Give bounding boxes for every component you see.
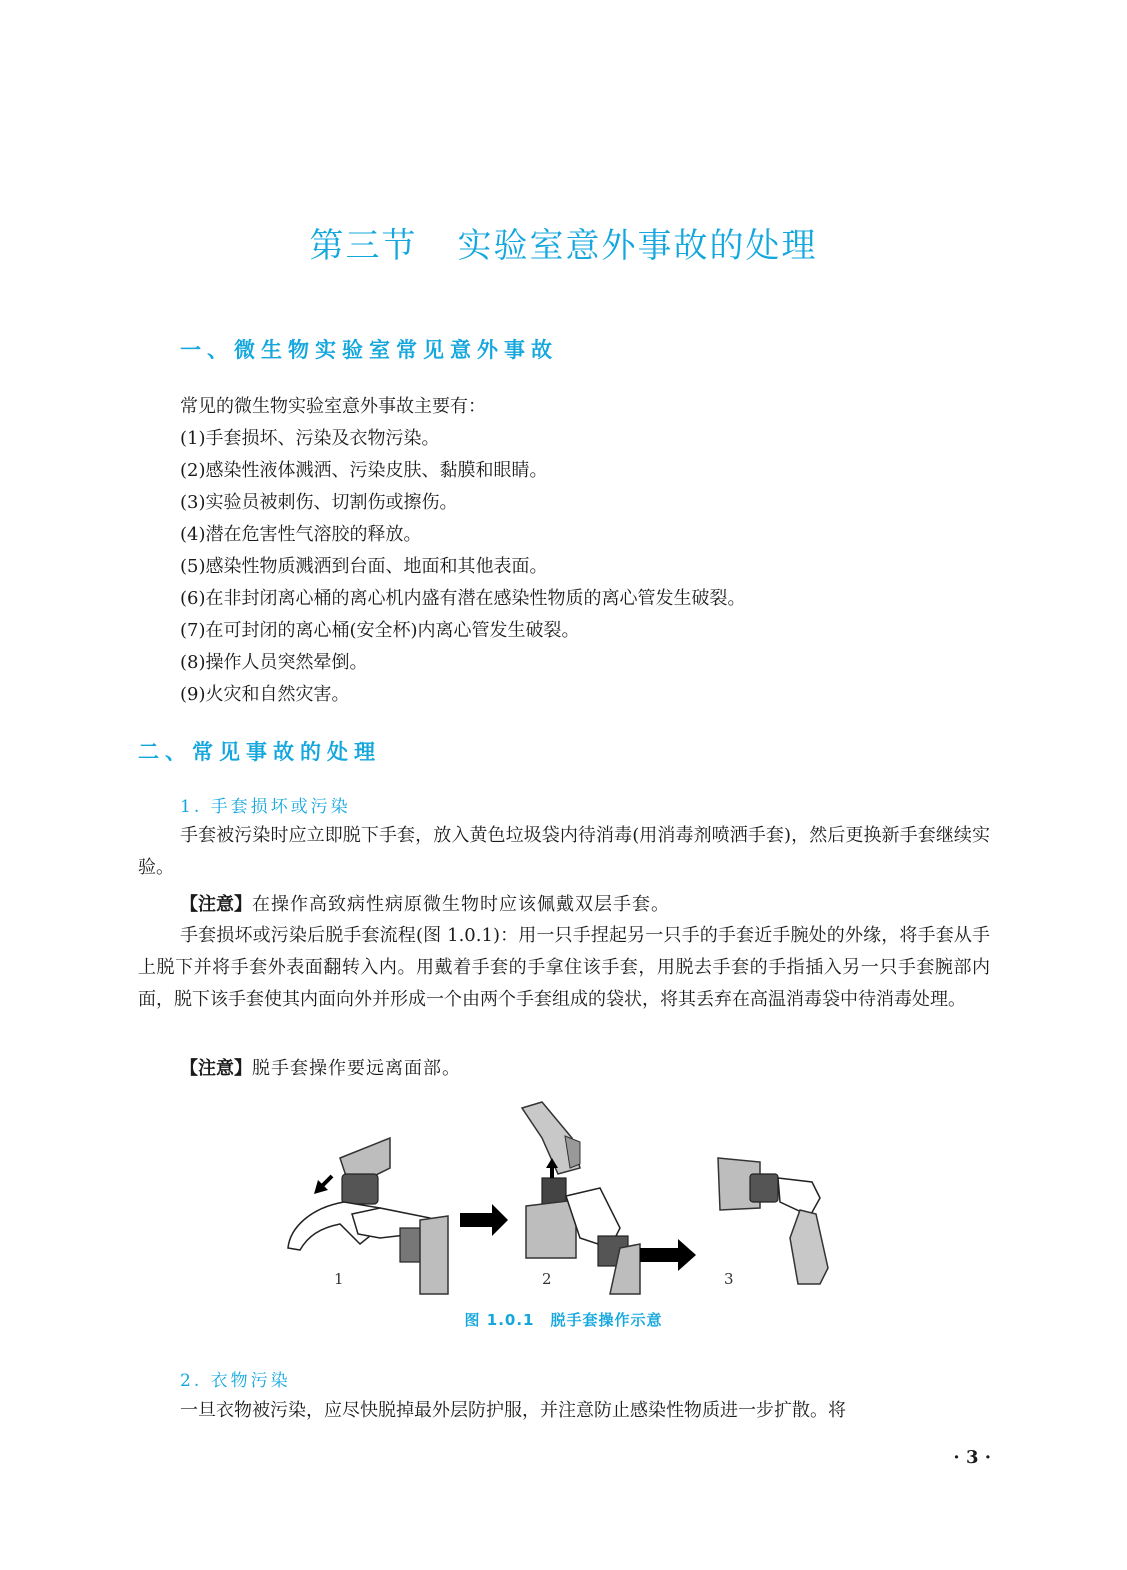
note-2 [180, 1054, 461, 1080]
subsection-1-heading: 1. 手套损坏或污染 [180, 797, 351, 817]
list-item: (5)感染性物质溅洒到台面、地面和其他表面。 [180, 556, 548, 577]
step-2-illustration [522, 1102, 640, 1294]
step-label: 2 [542, 1270, 552, 1288]
section-number: 第三节 [309, 226, 418, 266]
list-item: (6)在非封闭离心桶的离心机内盛有潜在感染性物质的离心管发生破裂。 [180, 588, 746, 609]
list-item: (2)感染性液体溅洒、污染皮肤、黏膜和眼睛。 [180, 460, 548, 481]
list-item: (3)实验员被刺伤、切割伤或擦伤。 [180, 492, 458, 513]
list-item: (9)火灾和自然灾害。 [180, 684, 350, 705]
part1-heading: 一、微生物实验室常见意外事故 [180, 338, 558, 362]
note-label: 【注意】 [180, 1058, 252, 1079]
note-1 [180, 890, 670, 916]
subsection-2-paragraph-1: 一旦衣物被污染，应尽快脱掉最外层防护服，并注意防止感染性物质进一步扩散。将 [180, 1400, 846, 1421]
part1-intro: 常见的微生物实验室意外事故主要有： [180, 396, 486, 417]
page-number: · 3 · [953, 1447, 991, 1468]
subsection-1-paragraph-2: 手套损坏或污染后脱手套流程(图 1.0.1)：用一只手捏起另一只手的手套近手腕处的外缘，将手套从手上脱下并将手套外表面翻转入内。用戴着手套的手拿住该手套，用脱去手套的手指插入另一只手套腕部内面，脱下该手套使其内面向外并形成一个由两个手套组成的袋状，将其丢弃在高温消毒袋中待消毒处理。 [138, 925, 990, 1010]
step-label: 1 [334, 1270, 344, 1288]
note-text: 在操作高致病性病原微生物时应该佩戴双层手套。 [252, 894, 670, 915]
glove-removal-figure [280, 1098, 840, 1298]
section-title-text: 实验室意外事故的处理 [457, 226, 818, 266]
section-title [0, 218, 1127, 267]
list-item: (1)手套损坏、污染及衣物污染。 [180, 428, 440, 449]
step-1-illustration [288, 1138, 448, 1294]
part2-heading: 二、常见事故的处理 [138, 740, 381, 764]
subsection-2-heading: 2. 衣物污染 [180, 1371, 291, 1391]
list-item: (4)潜在危害性气溶胶的释放。 [180, 524, 422, 545]
list-item: (8)操作人员突然晕倒。 [180, 652, 368, 673]
note-label: 【注意】 [180, 894, 252, 915]
step-label: 3 [724, 1270, 734, 1288]
glove-removal-illustration [280, 1098, 840, 1298]
list-item: (7)在可封闭的离心桶(安全杯)内离心管发生破裂。 [180, 620, 580, 641]
subsection-1-paragraph-1: 手套被污染时应立即脱下手套，放入黄色垃圾袋内待消毒(用消毒剂喷洒手套)，然后更换新手套继续实验。 [138, 825, 990, 878]
figure-caption: 图 1.0.1 脱手套操作示意 [464, 1311, 663, 1329]
step-3-illustration [718, 1158, 828, 1284]
note-text: 脱手套操作要远离面部。 [252, 1058, 461, 1079]
